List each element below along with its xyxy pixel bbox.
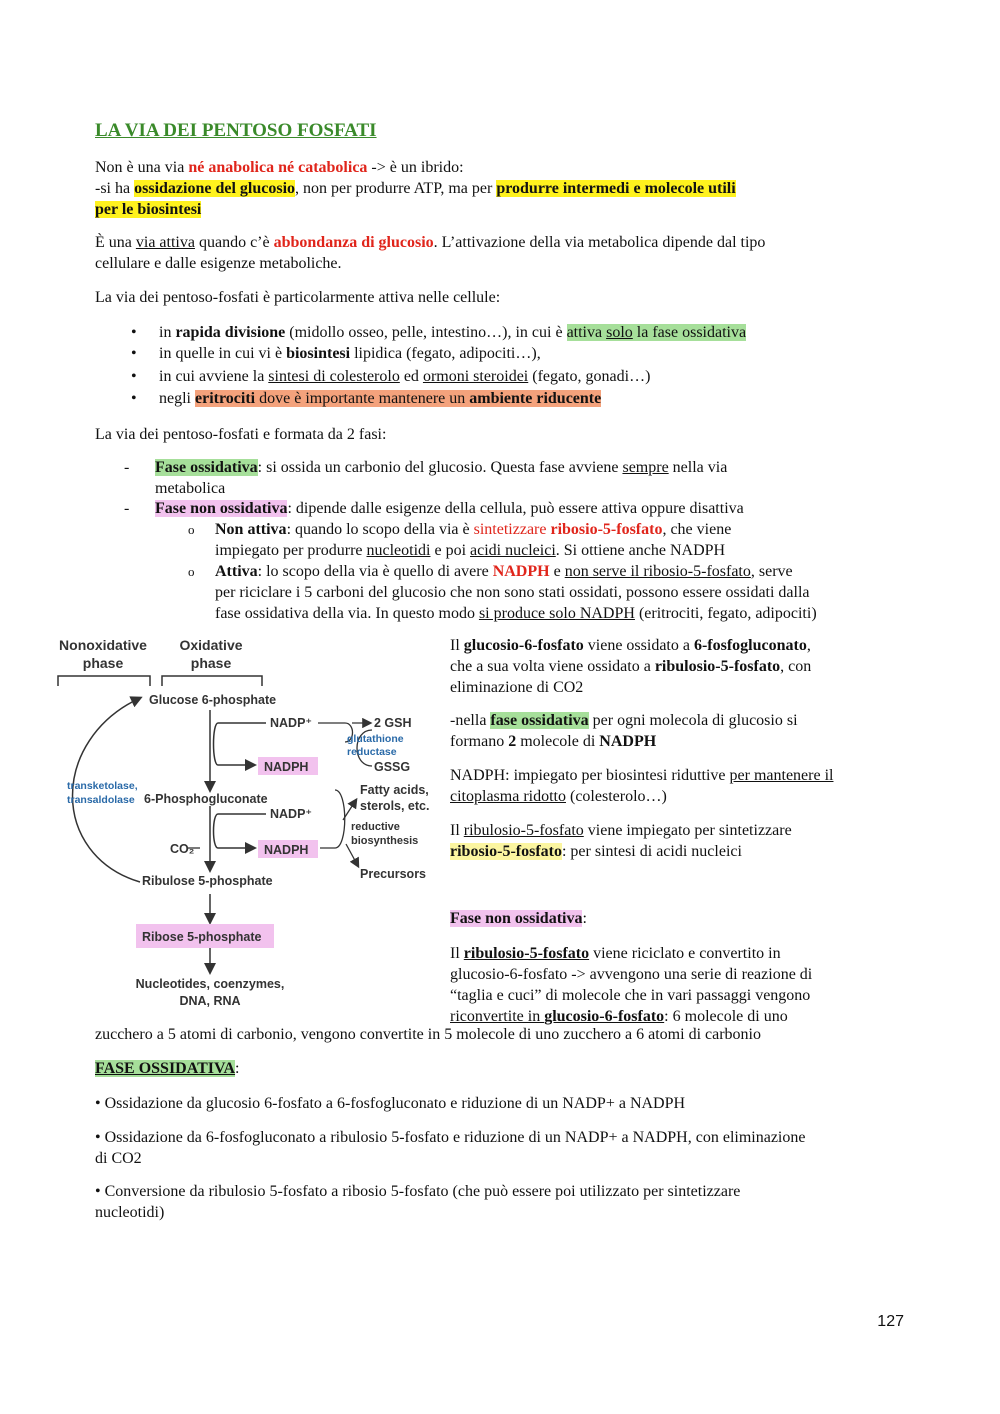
text: -> è un ibrido:: [367, 159, 464, 176]
list-item: • in quelle in cui vi è biosintesi lipidica (fegato, adipociti…),: [95, 343, 905, 364]
nadp-label: NADP⁺: [270, 716, 313, 730]
paragraph-2: [95, 232, 905, 274]
transketolase-label: transketolase,: [67, 780, 138, 792]
phases-list: [95, 457, 905, 624]
list-item: • Ossidazione da glucosio 6-fosfato a 6-fosfogluconato e riduzione di un NADP+ a NADPH: [95, 1095, 686, 1112]
paragraph: Il glucosio-6-fosfato viene ossidato a 6-fosfogluconato, che a sua volta viene ossidato a ribulosio-5-fosfato, con eliminazione di CO2: [450, 637, 812, 696]
glutathione-reductase-label: glutathione: [347, 733, 404, 745]
text: , non per produrre ATP, ma per: [295, 180, 497, 197]
text: quando c’è: [194, 234, 274, 251]
text: cellulare e dalle esigenze metaboliche.: [95, 255, 342, 272]
intro-line-3: [95, 199, 905, 220]
list-item: • in cui avviene la sintesi di colesterolo ed ormoni steroidei (fegato, gonadi…): [95, 366, 905, 387]
text: -si ha: [95, 180, 135, 197]
page-number: 127: [877, 1313, 904, 1330]
paragraph: NADPH: impiegato per biosintesi riduttive per mantenere il citoplasma ridotto (colesterolo…): [450, 767, 834, 805]
6-phosphogluconate-label: 6-Phosphogluconate: [144, 792, 268, 806]
phase-item-oxidative: - Fase ossidativa: si ossida un carbonio del glucosio. Questa fase avviene sempre nella via metabolica: [124, 459, 728, 497]
highlight: produrre intermedi e molecole utili: [496, 180, 736, 197]
nadp-label: NADP⁺: [270, 807, 313, 821]
paragraph: Il ribulosio-5-fosfato viene riciclato e convertito in glucosio-6-fosfato -> avvengono una serie di reazione di “taglia e cuci” di molecole che in vari passaggi vengono riconvertite in glucosio-6-fosfato: 6 molecole di uno: [450, 945, 813, 1025]
arrow: [346, 844, 358, 866]
paragraph: -nella fase ossidativa per ogni molecola di glucosio si formano 2 molecole di NADPH: [450, 712, 798, 750]
nucleotides-label: DNA, RNA: [179, 994, 241, 1008]
list-item: • in rapida divisione (midollo osseo, pelle, intestino…), in cui è attiva solo la fase ossidativa: [95, 322, 905, 343]
text: via attiva: [135, 234, 195, 251]
subitem-attiva: o Attiva: lo scopo della via è quello di avere NADPH e non serve il ribosio-5-fosfato, serve per riciclare i 5 carboni del glucosio che non sono stati ossidati, possono essere ossidati dalla fase ossidativa della via. In questo modo si produce solo NADPH (eritrociti, fegato, adipociti): [188, 563, 817, 622]
ribulose-5-phosphate-label: Ribulose 5-phosphate: [142, 874, 273, 888]
transaldolase-label: transaldolase: [67, 794, 135, 806]
nadph-label: NADPH: [264, 843, 309, 857]
nonoxidative-label: Nonoxidative: [59, 637, 147, 653]
gsh-label: 2 GSH: [374, 716, 412, 730]
paragraph-3: La via dei pentoso-fosfati è particolarmente attiva nelle cellule:: [95, 289, 501, 306]
page-title: LA VIA DEI PENTOSO FOSFATI: [95, 120, 377, 141]
list-item: • Conversione da ribulosio 5-fosfato a ribosio 5-fosfato (che può essere poi utilizzato per sintetizzare nucleotidi): [95, 1183, 741, 1221]
text: Non è una via: [95, 159, 189, 176]
gssg-label: GSSG: [374, 760, 411, 774]
paragraph: Il ribulosio-5-fosfato viene impiegato per sintetizzare ribosio-5-fosfato: per sintesi di acidi nucleici: [450, 822, 792, 860]
reductive-biosynthesis-label: biosynthesis: [351, 835, 419, 847]
glucose-6-phosphate-label: Glucose 6-phosphate: [149, 693, 277, 707]
hybrid-term: né anabolica né catabolica: [188, 159, 368, 176]
glutathione-reductase-label: reductase: [347, 746, 397, 758]
text: abbondanza di glucosio: [273, 234, 434, 251]
pentose-phosphate-diagram: [40, 630, 440, 1015]
bullet-list: [95, 322, 905, 409]
text: . L’attivazione della via metabolica dipende dal tipo: [433, 234, 766, 251]
oxidative-bracket: [162, 676, 262, 686]
continuation-line: zucchero a 5 atomi di carbonio, vengono convertite in 5 molecole di uno zucchero a 6 atomi di carbonio: [95, 1026, 761, 1043]
oxidative-label: phase: [190, 655, 232, 671]
list-item: • Ossidazione da 6-fosfogluconato a ribulosio 5-fosfato e riduzione di un NADP+ a NADPH, con eliminazione di CO2: [95, 1129, 806, 1167]
paragraph-4: La via dei pentoso-fosfati e formata da 2 fasi:: [95, 426, 387, 443]
paragraph: Fase non ossidativa:: [450, 910, 587, 927]
nadph-label: NADPH: [264, 760, 309, 774]
highlight: ossidazione del glucosio: [134, 180, 296, 197]
intro-line-1: [95, 157, 905, 178]
highlight: per le biosintesi: [95, 201, 202, 218]
nonoxidative-label: phase: [82, 655, 124, 671]
nonoxidative-bracket: [58, 676, 150, 686]
subitem-non-attiva: o Non attiva: quando lo scopo della via è sintetizzare ribosio-5-fosfato, che viene impiegato per produrre nucleotidi e poi acidi nucleici. Si ottiene anche NADPH: [188, 521, 732, 559]
intro-line-2: [95, 178, 905, 199]
fatty-acids-label: Fatty acids,: [360, 783, 429, 797]
arrow: [320, 790, 345, 848]
co2-label: CO₂: [170, 842, 195, 856]
list-item: • negli eritrociti dove è importante mantenere un ambiente riducente: [95, 388, 905, 409]
right-column: [450, 635, 905, 1027]
intro-paragraph: [95, 157, 905, 220]
oxidative-label: Oxidative: [179, 637, 243, 653]
phase-item-nonoxidative: - Fase non ossidativa: dipende dalle esigenze della cellula, può essere attiva oppure disattiva: [124, 500, 744, 517]
nucleotides-label: Nucleotides, coenzymes,: [135, 977, 285, 991]
sterols-label: sterols, etc.: [360, 799, 430, 813]
text: È una: [95, 234, 136, 251]
fase-ossidativa-heading: FASE OSSIDATIVA:: [95, 1060, 240, 1077]
reductive-biosynthesis-label: reductive: [351, 821, 400, 833]
ribose-5-phosphate-label: Ribose 5-phosphate: [142, 930, 262, 944]
precursors-label: Precursors: [360, 867, 427, 881]
